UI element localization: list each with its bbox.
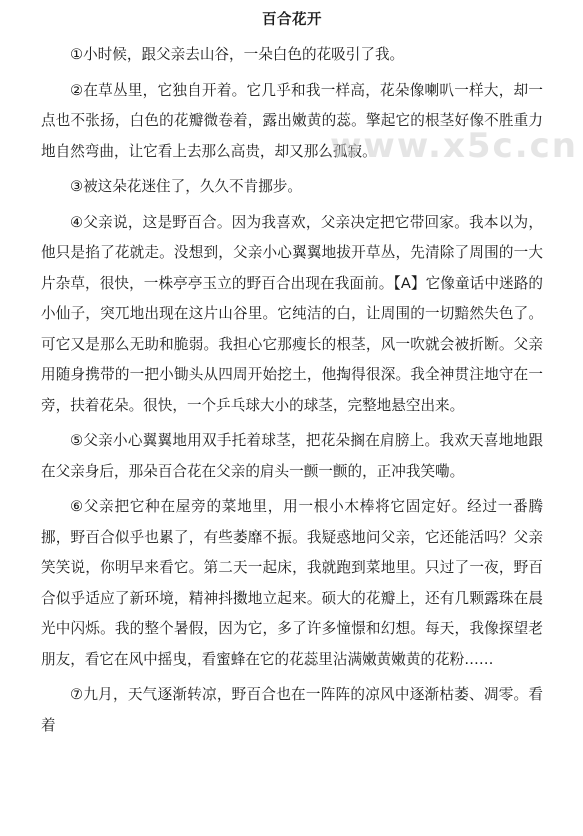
paragraph-3: ③被这朵花迷住了，久久不肯挪步。 [70, 178, 302, 195]
paragraph-4: ④父亲说，这是野百合。因为我喜欢，父亲决定把它带回家。我本以为，他只是掐了花就走。没想到，父亲小心翼翼地拔开草丛，先清除了周围的一大片杂草，很快，一株亭亭玉立的野百合出现在我面前。【A】它像童话中迷路的小仙子，突兀地出现在这片山谷里。它纯洁的白，让周围的一切黯然失色了。可它又是那么无助和脆弱。我担心它那瘦长的根茎，风一吹就会被折断。父亲用随身携带的一把小锄头从四周开始挖土，他掏得很深。我全神贯注地守在一旁，扶着花朵。很快，一个乒乓球大小的球茎，完整地悬空出来。 [41, 213, 543, 414]
article-body [41, 40, 543, 741]
paragraph-5: ⑤父亲小心翼翼地用双手托着球茎，把花朵搁在肩膀上。我欢天喜地地跟在父亲身后，那朵百合花在父亲的肩头一颤一颤的，正冲我笑嘞。 [41, 432, 543, 480]
article-title: 百合花开 [262, 12, 322, 28]
paragraph-2: ②在草丛里，它独自开着。它几乎和我一样高，花朵像喇叭一样大，却一点也不张扬，白色的花瓣微卷着，露出嫩黄的蕊。擎起它的根茎好像不胜重力地自然弯曲，让它看上去那么高贵，却又那么孤寂。 [41, 81, 543, 160]
paragraph-6: ⑥父亲把它种在屋旁的菜地里，用一根小木棒将它固定好。经过一番腾挪，野百合似乎也累了，有些萎靡不振。我疑惑地问父亲，它还能活吗？父亲笑笑说，你明早来看它。第二天一起床，我就跑到菜地里。只过了一夜，野百合似乎适应了新环境，精神抖擞地立起来。硕大的花瓣上，还有几颗露珠在晨光中闪烁。我的整个暑假，因为它，多了许多憧憬和幻想。每天，我像探望老朋友，看它在风中摇曳，看蜜蜂在它的花蕊里沾满嫩黄嫩黄的花粉…… [41, 498, 543, 668]
paragraph-1: ①小时候，跟父亲去山谷，一朵白色的花吸引了我。 [70, 46, 405, 63]
watermark: www.x5c.cn [330, 126, 578, 166]
paragraph-7: ⑦九月，天气逐渐转凉，野百合也在一阵阵的凉风中逐渐枯萎、凋零。看着 [41, 686, 543, 734]
